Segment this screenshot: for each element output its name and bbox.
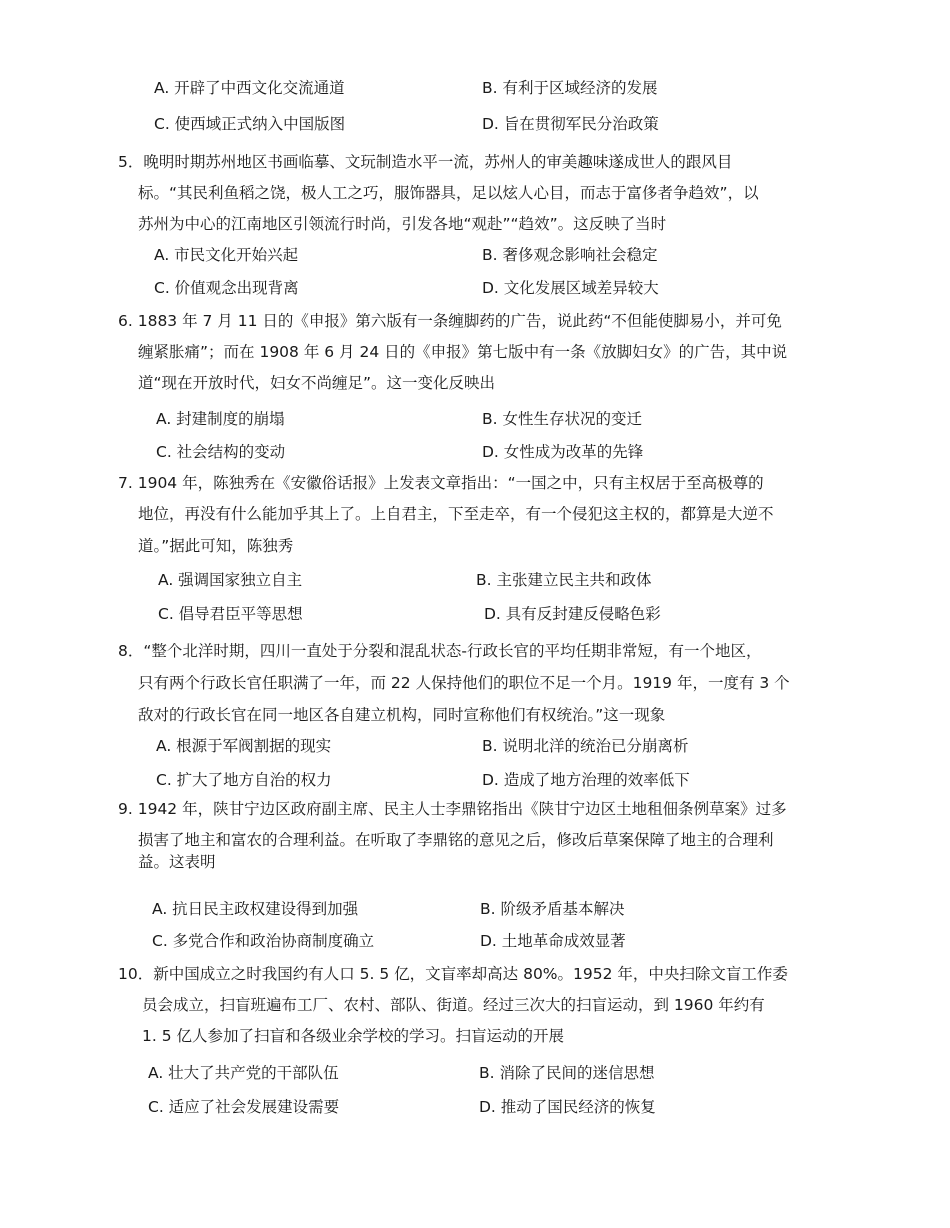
option-b: B. 消除了民间的迷信思想: [479, 1064, 655, 1082]
option-d: D. 具有反封建反侵略色彩: [484, 605, 661, 623]
option-c: C. 多党合作和政治协商制度确立: [152, 932, 375, 950]
question-stem-line: 10．新中国成立之时我国约有人口 5. 5 亿，文盲率却高达 80%。1952 年，中央扫除文盲工作委: [118, 965, 788, 983]
option-d: D. 文化发展区域差异较大: [482, 279, 659, 297]
option-c: C. 社会结构的变动: [156, 443, 286, 461]
option-c: C. 价值观念出现背离: [154, 279, 299, 297]
option-a: A. 根源于军阀割据的现实: [156, 737, 332, 755]
option-a: A. 强调国家独立自主: [158, 571, 303, 589]
question-stem-line: 苏州为中心的江南地区引领流行时尚，引发各地“观赴”“趋效”。这反映了当时: [138, 215, 667, 233]
question-stem-line: 7. 1904 年，陈独秀在《安徽俗话报》上发表文章指出：“一国之中，只有主权居于至高极尊的: [118, 474, 764, 492]
option-a: A. 壮大了共产党的干部队伍: [148, 1064, 339, 1082]
option-c: C. 倡导君臣平等思想: [158, 605, 303, 623]
question-stem-line: 只有两个行政长官任职满了一年，而 22 人保持他们的职位不足一个月。1919 年，一度有 3 个: [138, 674, 790, 692]
question-stem-line: 道“现在开放时代，妇女不尚缠足”。这一变化反映出: [138, 374, 496, 392]
option-b: B. 阶级矛盾基本解决: [480, 900, 625, 918]
option-a: A. 封建制度的崩塌: [156, 410, 285, 428]
option-c: C. 适应了社会发展建设需要: [148, 1098, 340, 1116]
question-stem-line: 8．“整个北洋时期，四川一直处于分裂和混乱状态-行政长官的平均任期非常短，有一个地区，: [118, 642, 762, 660]
question-stem-line: 员会成立，扫盲班遍布工厂、农村、部队、街道。经过三次大的扫盲运动，到 1960 年约有: [142, 996, 765, 1014]
option-c: C. 使西域正式纳入中国版图: [154, 115, 346, 133]
question-stem-line: 标。“其民利鱼稻之饶，极人工之巧，服饰器具，足以炫人心目，而志于富侈者争趋效”，以: [138, 184, 759, 202]
option-d: D. 造成了地方治理的效率低下: [482, 771, 690, 789]
option-d: D. 女性成为改革的先锋: [482, 443, 644, 461]
option-d: D. 推动了国民经济的恢复: [479, 1098, 656, 1116]
question-stem-line: 9. 1942 年，陕甘宁边区政府副主席、民主人士李鼎铭指出《陕甘宁边区土地租佃条例草案》过多: [118, 800, 787, 818]
question-stem-line: 6. 1883 年 7 月 11 日的《申报》第六版有一条缠脚药的广告，说此药“不但能使脚易小，并可免: [118, 312, 782, 330]
option-c: C. 扩大了地方自治的权力: [156, 771, 332, 789]
option-b: B. 有利于区域经济的发展: [482, 79, 658, 97]
question-stem-line: 1. 5 亿人参加了扫盲和各级业余学校的学习。扫盲运动的开展: [142, 1027, 565, 1045]
question-stem-line: 敌对的行政长官在同一地区各自建立机构，同时宣称他们有权统治。”这一现象: [138, 706, 666, 724]
option-d: D. 旨在贯彻军民分治政策: [482, 115, 659, 133]
option-b: B. 说明北洋的统治已分崩离析: [482, 737, 689, 755]
option-d: D. 土地革命成效显著: [480, 932, 626, 950]
question-stem-line: 缠紧胀痛”；而在 1908 年 6 月 24 日的《申报》第七版中有一条《放脚妇女》的广告，其中说: [138, 343, 788, 361]
option-a: A. 抗日民主政权建设得到加强: [152, 900, 359, 918]
question-stem-line: 损害了地主和富农的合理利益。在听取了李鼎铭的意见之后，修改后草案保障了地主的合理利: [138, 831, 774, 849]
question-stem-line: 益。这表明: [138, 853, 216, 871]
option-b: B. 女性生存状况的变迁: [482, 410, 642, 428]
option-b: B. 奢侈观念影响社会稳定: [482, 246, 658, 264]
question-stem-line: 5．晚明时期苏州地区书画临摹、文玩制造水平一流，苏州人的审美趣味遂成世人的跟风目: [118, 153, 733, 171]
question-stem-line: 道。”据此可知，陈独秀: [138, 537, 294, 555]
option-a: A. 开辟了中西文化交流通道: [154, 79, 345, 97]
question-stem-line: 地位，再没有什么能加乎其上了。上自君主，下至走卒，有一个侵犯这主权的，都算是大逆不: [138, 505, 774, 523]
option-b: B. 主张建立民主共和政体: [476, 571, 652, 589]
option-a: A. 市民文化开始兴起: [154, 246, 299, 264]
